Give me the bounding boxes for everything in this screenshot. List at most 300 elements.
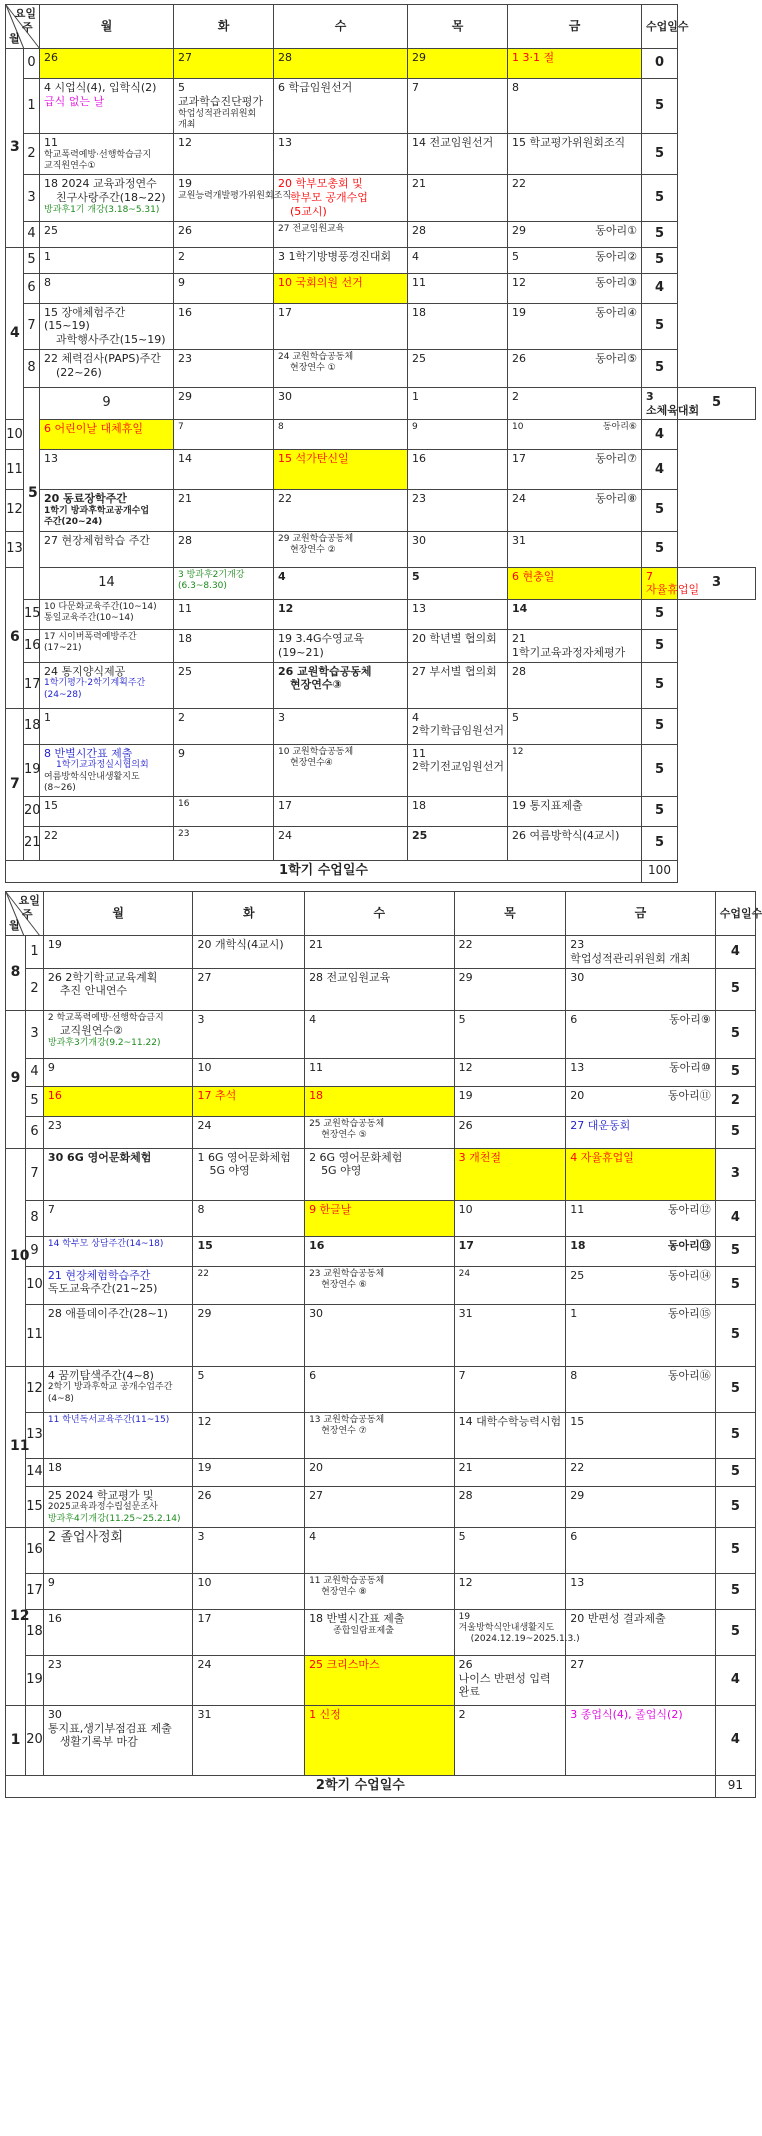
day-cell [408, 273, 508, 303]
class-day-count: 4 [715, 1655, 755, 1705]
club-label: 동아리② [595, 249, 637, 263]
week-row [6, 1412, 756, 1458]
header-day-2: 수 [274, 5, 408, 49]
semester1-table [5, 4, 756, 883]
day-cell-line: 28 [412, 223, 426, 237]
class-day-count: 5 [642, 221, 678, 247]
class-day-count: 5 [715, 1058, 755, 1086]
day-cell [274, 567, 408, 600]
club-label: 동아리③ [595, 275, 637, 289]
day-cell [43, 1236, 193, 1266]
day-cell-line: 22 [44, 829, 58, 842]
day-cell [305, 1655, 455, 1705]
day-cell-line: 3 방과후2기개강(6.3~8.30) [178, 569, 245, 591]
day-cell-line: 4 [309, 1012, 317, 1026]
day-cell-line: 22 [512, 177, 526, 191]
day-cell-line: 14 대학수학능력시험 [458, 1414, 562, 1428]
day-cell-line: 23 [178, 351, 192, 365]
day-cell-line: 21 [512, 632, 526, 645]
day-cell [408, 797, 508, 827]
day-cell-line: 19 [178, 177, 192, 191]
day-cell-line: 28 [512, 664, 526, 678]
class-day-count: 5 [642, 79, 678, 134]
day-cell-line: 1 신정 [309, 1707, 341, 1721]
day-cell-line: 1 3·1 절 [512, 51, 555, 64]
day-cell-line: 15 장애체험주간(15~19) [44, 305, 126, 333]
day-cell [274, 49, 408, 79]
day-cell [566, 1058, 716, 1086]
day-cell-line: 26 [44, 51, 58, 64]
header-month-label: 월 [9, 32, 20, 46]
class-day-count: 5 [715, 1304, 755, 1366]
week-number: 12 [26, 1366, 44, 1412]
day-cell [454, 1655, 566, 1705]
day-cell [454, 1609, 580, 1655]
day-cell [193, 1527, 305, 1573]
day-cell-line: 18 [412, 305, 426, 319]
day-cell-line: 15 석가탄신일 [278, 452, 349, 466]
day-cell-line: 28 [458, 1488, 473, 1502]
day-cell-line: 8 반별시간표 제출 [44, 746, 133, 760]
day-cell-line: 23 [47, 1118, 62, 1132]
day-cell-line: 1 [44, 710, 51, 724]
day-cell-line: 6 현충일 [512, 569, 555, 583]
day-cell [174, 349, 274, 387]
day-cell [408, 79, 508, 134]
day-cell [508, 490, 642, 531]
day-cell-line: 27 [178, 51, 192, 64]
day-cell-line: 3 [197, 1012, 205, 1026]
week-number: 20 [26, 1705, 44, 1775]
day-cell-line: 9 [47, 1575, 55, 1589]
day-cell [274, 490, 408, 531]
day-cell [408, 490, 508, 531]
day-cell-line: 5 [458, 1529, 466, 1543]
header-day-3: 목 [454, 892, 566, 936]
day-cell [305, 968, 455, 1010]
day-cell-line: 25 동아리⑭ [570, 1268, 711, 1282]
day-cell [508, 49, 642, 79]
week-number: 3 [26, 1010, 44, 1058]
day-cell-line: 15 학교평가위원회조직 [512, 136, 626, 149]
day-cell [508, 387, 642, 420]
day-cell [43, 1200, 193, 1236]
day-cell-line: 2 [178, 249, 185, 263]
day-cell-line: 1학기 방과후학교공개수업 [44, 506, 150, 516]
month-cell: 4 [6, 247, 24, 420]
day-cell-line: 종합일람표제출 [333, 1625, 394, 1636]
day-cell-line: 29 [458, 970, 473, 984]
day-cell [43, 1609, 193, 1655]
day-cell-line: 20 반편성 결과제출 [570, 1611, 666, 1625]
day-cell-line: 11 [178, 602, 192, 615]
day-cell [454, 968, 566, 1010]
day-cell [174, 662, 274, 708]
day-cell-line: 6 학급임원선거 [278, 81, 353, 94]
semester2-table [5, 891, 762, 1798]
day-cell [274, 79, 408, 134]
header-row [6, 892, 756, 936]
day-cell-line: 현장연수④ [290, 757, 333, 768]
day-cell-line: 3 개천절 [458, 1150, 501, 1164]
club-label: 동아리① [595, 223, 637, 237]
week-number: 7 [26, 1148, 44, 1200]
day-cell-line: 10 [197, 1060, 212, 1074]
day-cell [454, 1116, 566, 1148]
day-cell-line: 친구사랑주간(18~22) [56, 191, 166, 204]
week-number: 5 [26, 1086, 44, 1116]
day-cell-line: 28 [278, 51, 292, 64]
day-cell [305, 1609, 455, 1655]
week-row [6, 450, 756, 490]
day-cell [274, 744, 408, 797]
day-cell-line: 23 [178, 829, 190, 839]
club-label: 동아리④ [595, 305, 637, 319]
day-cell [274, 221, 408, 247]
day-cell [305, 1412, 455, 1458]
day-cell-line: 14 학부모 상담주간(14~18) [47, 1238, 164, 1249]
day-cell [566, 1200, 716, 1236]
day-cell [566, 1705, 716, 1775]
day-cell-line: 11 [309, 1060, 324, 1074]
day-cell-line: 17 추석 [197, 1088, 237, 1102]
day-cell [454, 1366, 566, 1412]
day-cell [274, 349, 408, 387]
day-cell [43, 1366, 193, 1412]
day-cell [174, 490, 274, 531]
day-cell-line: 12 [458, 1575, 473, 1589]
day-cell [193, 1655, 305, 1705]
day-cell-line: 현장연수 ⑦ [321, 1425, 367, 1436]
class-day-count: 5 [642, 630, 678, 663]
day-cell-line: 30 [570, 970, 585, 984]
day-cell [174, 273, 274, 303]
day-cell [193, 1486, 305, 1527]
day-cell-line: 26 교원학습공동체 [278, 664, 372, 678]
header-week-label: 주 [22, 21, 33, 34]
header-dow-label: 요일 [14, 7, 36, 20]
day-cell [174, 247, 274, 273]
day-cell-line: 8 동아리⑯ [570, 1368, 711, 1382]
day-cell [566, 1266, 716, 1304]
day-cell-line: 19 [458, 1088, 473, 1102]
day-cell-line: 10 동아리⑥ [512, 422, 637, 433]
week-number: 10 [6, 420, 24, 450]
day-cell-line: 21 [412, 177, 426, 191]
day-cell [193, 1304, 305, 1366]
week-number: 5 [24, 247, 40, 273]
day-cell-line: 29 [412, 51, 426, 64]
day-cell-line: 10 다문화교육주간(10~14) [44, 602, 157, 612]
day-cell [193, 1086, 305, 1116]
week-row [6, 1705, 756, 1775]
club-label: 동아리⑧ [595, 492, 637, 506]
day-cell [454, 1412, 566, 1458]
day-cell-line: 나이스 반편성 입력 완료 [458, 1671, 551, 1699]
day-cell-line: 1학기교육과정자체평가 [512, 645, 626, 659]
day-cell-line: 1 [412, 389, 419, 403]
class-day-count: 5 [642, 827, 678, 861]
day-cell-line: 현장연수 ⑧ [321, 1587, 367, 1597]
day-cell [174, 797, 274, 827]
day-cell [566, 1366, 716, 1412]
week-row [6, 827, 756, 861]
day-cell-line: 8 [44, 275, 51, 289]
day-cell-line: 16 [47, 1088, 62, 1102]
day-cell [174, 175, 292, 221]
week-row [6, 1266, 756, 1304]
day-cell-line: 24 [197, 1118, 212, 1132]
day-cell [408, 303, 508, 349]
day-cell [454, 1236, 566, 1266]
day-cell-line: 15 [197, 1238, 213, 1252]
day-cell-line: 17 시이버폭력예방주간(17~21) [44, 632, 137, 654]
day-cell-line: 방과후1기 개강(3.18~5.31) [44, 204, 160, 215]
day-cell [40, 420, 174, 450]
day-cell-line: 6 동아리⑨ [570, 1012, 711, 1026]
week-row [6, 79, 756, 134]
week-number: 10 [26, 1266, 44, 1304]
day-cell-line: 23 [570, 938, 585, 951]
day-cell [305, 1573, 455, 1609]
day-cell-line: 22 [570, 1460, 585, 1474]
day-cell-line: 25 2024 학교평가 및 [47, 1488, 154, 1502]
day-cell-line: 2 학교폭력예방·선행학습금지 [47, 1012, 164, 1023]
day-cell-line: 학부모 공개수업(5교시) [290, 191, 368, 218]
day-cell-line: 5 [512, 710, 519, 724]
day-cell [305, 1200, 455, 1236]
week-row [6, 175, 756, 221]
day-cell [508, 827, 642, 861]
header-day-2: 수 [305, 892, 455, 936]
week-number: 3 [24, 175, 40, 221]
day-cell [274, 630, 408, 663]
day-cell [193, 1200, 305, 1236]
day-cell-line: 20 개학식(4교시) [197, 938, 284, 951]
day-cell-line: 24 [197, 1657, 212, 1671]
class-day-count: 5 [715, 1486, 755, 1527]
day-cell [193, 1116, 305, 1148]
week-number: 9 [26, 1236, 44, 1266]
day-cell-line: 26 동아리⑤ [512, 351, 637, 365]
header-day-4: 금 [508, 5, 642, 49]
class-day-count: 5 [642, 708, 678, 744]
week-number: 14 [40, 567, 174, 600]
day-cell-line: 27 현장체험학습 주간 [44, 533, 150, 547]
day-cell-line: 통일교육주간(10~14) [44, 613, 134, 624]
day-cell-line: 10 교원학습공동체 [278, 746, 354, 757]
day-cell [43, 1010, 193, 1058]
week-number: 1 [24, 79, 40, 134]
day-cell [454, 1486, 566, 1527]
day-cell-line: 26 [197, 1488, 212, 1502]
week-row [6, 1010, 756, 1058]
day-cell-line: 17 [197, 1611, 212, 1625]
week-row [6, 968, 756, 1010]
day-cell-line: 23 [47, 1657, 62, 1671]
day-cell [174, 450, 274, 490]
week-number: 8 [26, 1200, 44, 1236]
day-cell-line: 학교폭력예방·선행학습금지 교직원연수① [44, 149, 152, 171]
day-cell [274, 450, 408, 490]
club-label: 동아리⑤ [595, 351, 637, 365]
day-cell-line: 11 2학기전교임원선거 [412, 746, 505, 774]
day-cell [274, 175, 408, 221]
day-cell [193, 1236, 305, 1266]
day-cell-line: 26 여름방학식(4교시) [512, 829, 620, 842]
day-cell [305, 1486, 455, 1527]
day-cell-line: 6 어린이날 대체휴일 [44, 422, 143, 436]
class-day-count: 5 [715, 968, 755, 1010]
day-cell [408, 630, 508, 663]
week-number: 21 [24, 827, 40, 861]
day-cell-line: 17 동아리⑦ [512, 452, 637, 466]
day-cell-line: 9 [178, 275, 185, 289]
class-day-count: 4 [642, 450, 678, 490]
class-day-count: 5 [715, 1458, 755, 1486]
week-row [6, 744, 756, 797]
class-day-count: 4 [715, 936, 755, 969]
day-cell [274, 662, 408, 708]
week-number: 6 [26, 1116, 44, 1148]
week-number: 14 [26, 1458, 44, 1486]
day-cell [508, 303, 642, 349]
day-cell [40, 744, 174, 797]
day-cell [508, 247, 642, 273]
week-number: 11 [6, 450, 24, 490]
week-number: 9 [40, 387, 174, 420]
day-cell-line: 독도교육주간(21~25) [47, 1282, 158, 1296]
day-cell-line: 5G 야영 [321, 1164, 362, 1178]
day-cell-line: 26 [458, 1657, 473, 1671]
week-number: 7 [24, 303, 40, 349]
day-cell [454, 1705, 566, 1775]
day-cell-line: 주간(20~24) [44, 517, 103, 528]
header-day-3: 목 [408, 5, 508, 49]
day-cell [40, 708, 174, 744]
week-number: 8 [24, 349, 40, 387]
day-cell [642, 567, 700, 600]
day-cell-line: 21 [458, 1460, 473, 1474]
day-cell-line: 현장연수 ⑤ [321, 1129, 367, 1140]
day-cell [193, 1458, 305, 1486]
day-cell [40, 247, 174, 273]
week-number: 4 [24, 221, 40, 247]
day-cell-line: 20 동료장학주간 [44, 492, 127, 506]
week-row [6, 936, 756, 969]
day-cell-line: 5G 야영 [209, 1164, 250, 1178]
day-cell-line: 5 동아리② [512, 249, 637, 263]
day-cell [174, 567, 274, 600]
day-cell-line: 7 [178, 422, 184, 433]
day-cell [508, 420, 642, 450]
class-day-count: 5 [715, 1266, 755, 1304]
day-cell [193, 1058, 305, 1086]
day-cell-line: 12 [512, 746, 524, 757]
day-cell-line: 14 전교임원선거 [412, 136, 494, 149]
day-cell-line: 통지표,생기부점검표 제출 [47, 1721, 172, 1735]
day-cell-line: 17 [278, 305, 292, 319]
school-calendar [5, 4, 762, 1798]
day-cell-line: 19 통지표제출 [512, 799, 583, 812]
day-cell [43, 1705, 193, 1775]
day-cell [305, 1705, 455, 1775]
day-cell-line: 23 [412, 492, 426, 506]
day-cell [508, 567, 642, 600]
day-cell [274, 827, 408, 861]
day-cell-line: 4 [278, 569, 286, 583]
day-cell-line: 6 [309, 1368, 317, 1382]
day-cell [40, 349, 174, 387]
day-cell-line: 16 [178, 305, 192, 319]
week-row [6, 1458, 756, 1486]
day-cell-line: 25 크리스마스 [309, 1657, 380, 1671]
day-cell [174, 79, 274, 134]
day-cell-line: 24 교원학습공동체 [278, 351, 354, 362]
week-number: 6 [24, 273, 40, 303]
class-day-count: 5 [642, 531, 678, 567]
day-cell [454, 1148, 566, 1200]
header-month-label: 월 [9, 919, 20, 933]
week-row [6, 303, 756, 349]
day-cell-line: 2 [512, 389, 519, 403]
day-cell-line: 16 [412, 452, 426, 466]
day-cell [454, 1573, 566, 1609]
day-cell [305, 936, 455, 969]
day-cell-line: 19 3.4G수영교육(19~21) [278, 632, 365, 659]
day-cell [274, 420, 408, 450]
day-cell [305, 1010, 455, 1058]
week-row [6, 1086, 756, 1116]
day-cell-line: 5 [412, 569, 420, 583]
class-day-count: 5 [642, 662, 678, 708]
class-day-count: 5 [642, 490, 678, 531]
day-cell [508, 744, 642, 797]
total-value: 91 [715, 1775, 755, 1797]
day-cell [274, 387, 408, 420]
day-cell-line: 4 시업식(4), 입학식(2) [44, 81, 157, 94]
day-cell [43, 1412, 193, 1458]
day-cell [508, 531, 642, 567]
class-day-count: 2 [715, 1086, 755, 1116]
day-cell-line: 4 2학기학급임원선거 [412, 710, 505, 738]
day-cell-line: 10 국회의원 선거 [278, 275, 363, 289]
day-cell [43, 1116, 193, 1148]
day-cell-line: 1학기교과정실시협의회 [56, 760, 149, 771]
class-day-count: 5 [642, 134, 678, 175]
day-cell-line: 9 [47, 1060, 55, 1074]
day-cell [454, 1527, 566, 1573]
day-cell [566, 936, 716, 969]
week-number: 0 [24, 49, 40, 79]
week-row [6, 1486, 756, 1527]
day-cell-line: 24 [458, 1268, 471, 1279]
week-row [6, 1116, 756, 1148]
day-cell-line: 30 [47, 1707, 62, 1721]
day-cell [408, 387, 508, 420]
day-cell [40, 273, 174, 303]
day-cell-line: 29 동아리① [512, 223, 637, 237]
week-row [6, 1609, 756, 1655]
class-day-count: 5 [715, 1366, 755, 1412]
week-number: 19 [24, 744, 40, 797]
day-cell-line: 추진 안내연수 [59, 984, 128, 998]
day-cell [408, 175, 508, 221]
day-cell-line: 27 [570, 1657, 585, 1671]
header-day-0: 월 [40, 5, 174, 49]
header-row [6, 5, 756, 49]
club-label: 동아리⑫ [667, 1202, 711, 1216]
